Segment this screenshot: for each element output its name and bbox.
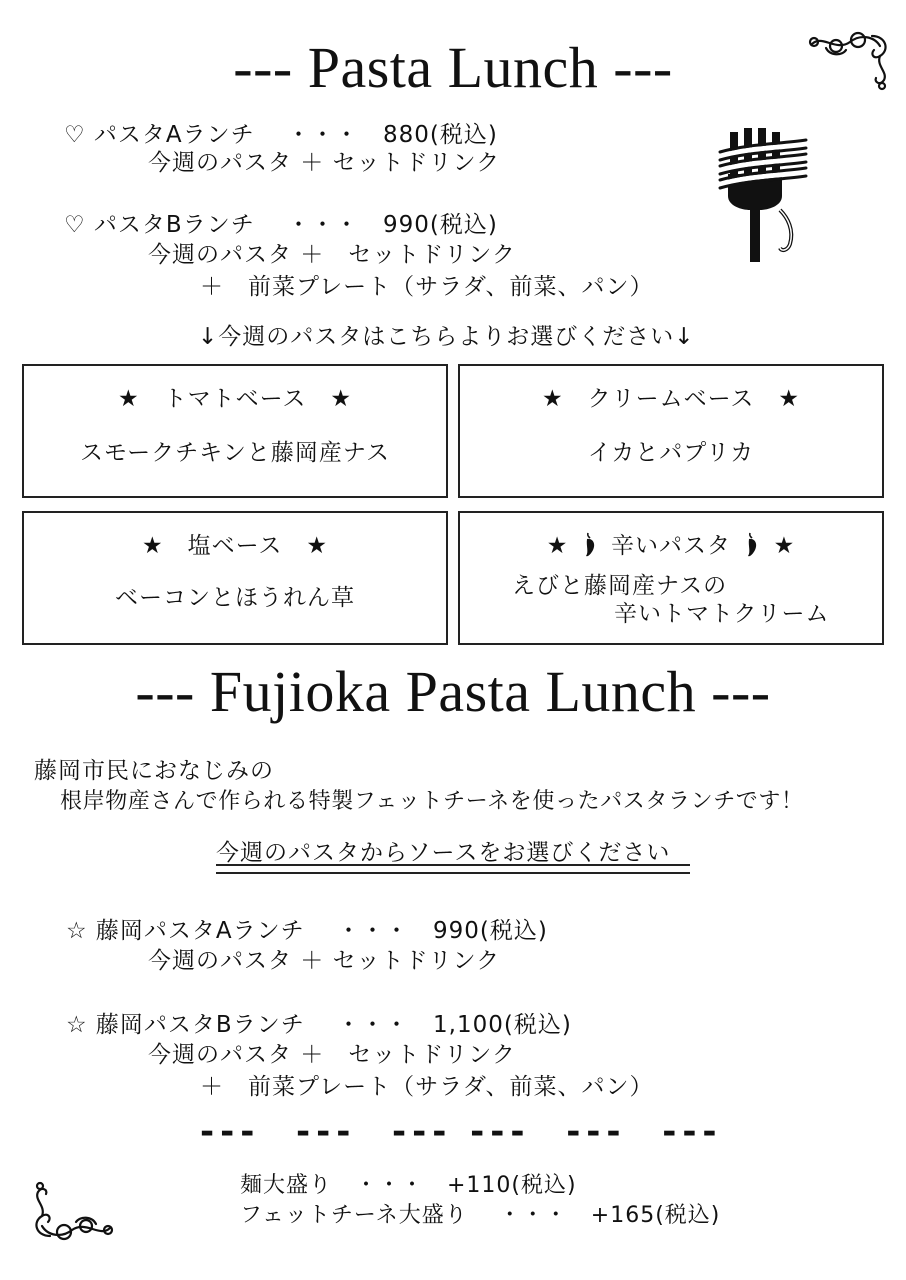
tomato-base-heading: ★ トマトベース ★ [117, 386, 353, 412]
tomato-base-box [22, 364, 448, 498]
ornament-swirl-icon-bottom-left [30, 1180, 116, 1242]
extra-noodle-large: 麺大盛り ・・・ +110(税込) [240, 1173, 577, 1198]
extra-fettuccine-large: フェットチーネ大盛り ・・・ +165(税込) [240, 1203, 721, 1228]
fujioka-pasta-a-price: ☆ 藤岡パスタAランチ ・・・ 990(税込) [66, 918, 548, 944]
spicy-pasta-label: 辛いパスタ [611, 533, 731, 559]
choose-pasta-note: ↓今週のパスタはこちらよりお選びください↓ [198, 324, 695, 350]
fujioka-intro-line2: 根岸物産さんで作られる特製フェットチーネを使ったパスタランチです！ [60, 789, 804, 814]
fujioka-pasta-b-appetizer: ＋ 前菜プレート（サラダ、前菜、パン） [200, 1074, 654, 1100]
cream-base-heading: ★ クリームベース ★ [541, 386, 801, 412]
pasta-b-lunch-contents: 今週のパスタ ＋ セットドリンク [148, 242, 516, 268]
pasta-a-lunch-contents: 今週のパスタ ＋ セットドリンク [148, 150, 501, 176]
fujioka-pasta-a-contents: 今週のパスタ ＋ セットドリンク [148, 948, 501, 974]
tomato-base-dish: スモークチキンと藤岡産ナス [80, 440, 390, 466]
spicy-pasta-box [458, 511, 884, 645]
salt-base-heading: ★ 塩ベース ★ [141, 533, 329, 559]
pasta-b-lunch-price: ♡ パスタBランチ ・・・ 990(税込) [64, 212, 498, 238]
chili-pepper-icon [745, 532, 759, 558]
cream-base-box [458, 364, 884, 498]
pasta-b-lunch-appetizer: ＋ 前菜プレート（サラダ、前菜、パン） [200, 274, 654, 300]
salt-base-box [22, 511, 448, 645]
spicy-pasta-dish-line2: 辛いトマトクリーム [614, 601, 830, 627]
fujioka-pasta-b-price: ☆ 藤岡パスタBランチ ・・・ 1,100(税込) [66, 1012, 572, 1038]
section-divider: --- --- --- --- --- --- [200, 1112, 723, 1152]
spicy-pasta-heading [460, 527, 882, 560]
fujioka-pasta-b-contents: 今週のパスタ ＋ セットドリンク [148, 1042, 516, 1068]
star-icon: ★ [546, 533, 569, 559]
choose-note-underline [216, 864, 690, 874]
fujioka-intro-line1: 藤岡市民におなじみの [34, 758, 274, 784]
cream-base-dish: イカとパプリカ [587, 440, 755, 466]
fork-with-pasta-icon [718, 126, 808, 262]
pasta-lunch-title: --- Pasta Lunch --- [233, 35, 673, 100]
fujioka-pasta-lunch-title: --- Fujioka Pasta Lunch --- [135, 659, 771, 724]
salt-base-dish: ベーコンとほうれん草 [115, 585, 355, 611]
fujioka-choose-note: 今週のパスタからソースをお選びください [216, 840, 671, 866]
spicy-pasta-dish-line1: えびと藤岡産ナスの [512, 573, 728, 599]
star-icon: ★ [773, 533, 796, 559]
chili-pepper-icon [583, 532, 597, 558]
pasta-a-lunch-price: ♡ パスタAランチ ・・・ 880(税込) [64, 122, 498, 148]
